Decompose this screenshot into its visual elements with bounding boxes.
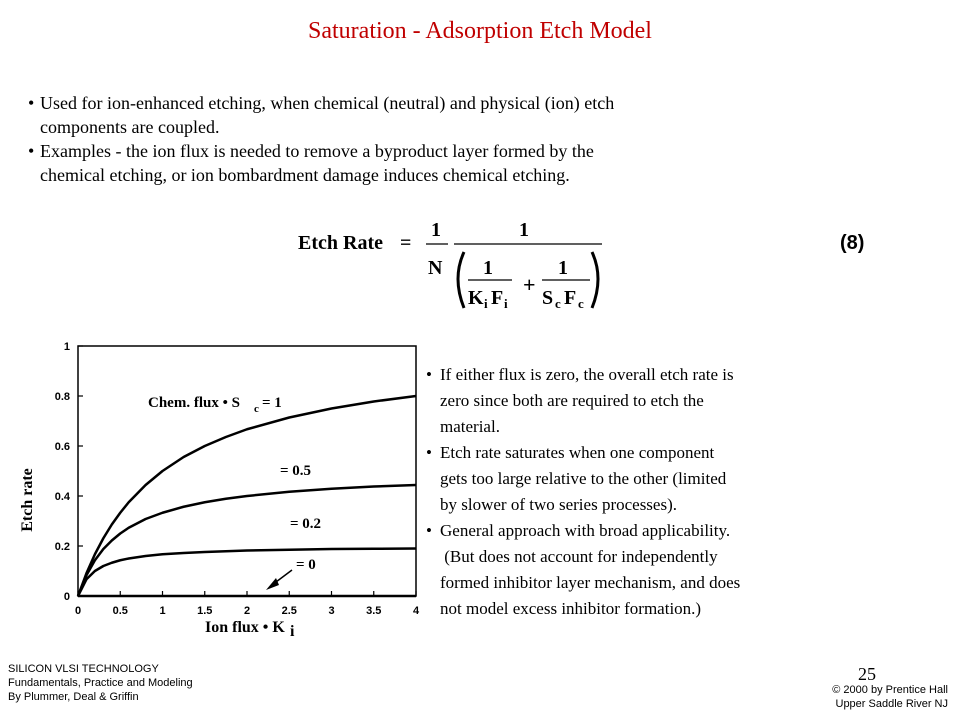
page-number: 25 [858,664,876,684]
annotation-fifth: = 0.2 [290,516,322,532]
right-bullet-3-line-1: General approach with broad applicability. [440,521,731,540]
eq-S-sub: c [555,296,561,311]
y-tick-label: 0.4 [54,491,70,503]
right-bullet-1-line-1: If either flux is zero, the overall etch rate is [440,365,734,384]
y-axis-ticks [55,341,83,603]
bullet-dot: • [28,141,35,161]
x-tick-label: 1.5 [197,605,213,617]
annotation-zero: = 0 [296,557,316,573]
bullet-dot: • [426,521,432,540]
eq-right-paren [592,252,598,308]
right-bullet-list [426,362,846,622]
equation-number: (8) [840,232,865,254]
right-bullet-1 [426,362,846,440]
y-tick-label: 0 [63,591,70,603]
x-tick-label: 3.5 [366,605,382,617]
bullet-dot: • [28,93,35,113]
y-axis-label: Etch rate [19,468,36,532]
slide-title: Saturation - Adsorption Etch Model [308,18,652,44]
eq-one-sc: 1 [558,257,568,279]
right-bullet-2-line-3: by slower of two series processes). [440,495,677,514]
eq-one-numerator-a: 1 [431,219,441,241]
bullet-dot: • [426,443,432,462]
x-tick-label: 0 [74,605,82,617]
right-bullet-2 [426,440,846,518]
top-bullet-2 [28,139,768,187]
footer-left-line-3: By Plummer, Deal & Griffin [8,691,139,703]
right-bullet-1-line-3: material. [440,417,500,436]
x-tick-label: 2.5 [281,605,297,617]
footer-left-line-2: Fundamentals, Practice and Modeling [8,677,193,689]
right-bullet-3-line-2: (But does not account for independently [440,547,718,566]
bullet-dot: • [426,365,432,384]
eq-plus: + [523,272,536,297]
right-bullet-3-line-4: not model excess inhibitor formation.) [440,599,702,618]
footer-left-line-1: SILICON VLSI TECHNOLOGY [8,663,159,675]
eq-one-ki: 1 [483,257,493,279]
x-axis-label: Ion flux • K [205,619,285,636]
annotation-chem-flux-sub: c [254,403,259,415]
curve-sc-0-2 [78,549,416,597]
x-tick-label: 3 [328,605,335,617]
annotation-half: = 0.5 [280,463,312,479]
eq-lhs: Etch Rate [298,232,383,254]
annotation-chem-flux-value: = 1 [262,395,282,411]
right-bullet-2-line-2: gets too large relative to the other (limited [440,469,727,488]
x-tick-label: 1 [159,605,166,617]
footer-right-line-2: Upper Saddle River NJ [835,698,948,710]
eq-S: S [542,287,554,309]
top-bullet-1-line-1: Used for ion-enhanced etching, when chemical (neutral) and physical (ion) etch [40,93,615,113]
eq-left-paren [458,252,464,308]
eq-F-c: F [564,287,577,309]
annotation-chem-flux: Chem. flux • S [148,395,240,411]
right-bullet-1-line-2: zero since both are required to etch the [440,391,704,410]
y-tick-label: 0.6 [54,441,70,453]
eq-N: N [428,257,443,279]
y-tick-label: 0.8 [54,391,70,403]
curves [78,396,416,596]
footer-left [8,662,193,704]
top-bullet-1 [28,91,768,139]
eq-K-sub: i [484,296,488,311]
x-tick-label: 4 [412,605,420,617]
x-axis-label-sub: i [290,623,295,640]
etch-rate-chart [0,330,430,650]
top-bullet-2-line-1: Examples - the ion flux is needed to remove a byproduct layer formed by the [40,141,594,161]
x-tick-label: 2 [243,605,251,617]
footer-right-line-1: © 2000 by Prentice Hall [832,684,948,696]
y-tick-label: 0.2 [54,541,70,553]
eq-F-i: F [491,287,504,309]
top-bullet-list [28,91,768,187]
eq-one-numerator-b: 1 [519,219,529,241]
footer-right [748,683,948,711]
etch-rate-equation [298,216,618,321]
eq-F-i-sub: i [504,296,508,311]
right-bullet-2-line-1: Etch rate saturates when one component [440,443,715,462]
right-bullet-3 [426,518,846,622]
annotation-zero-arrow-head [266,578,279,590]
eq-F-c-sub: c [578,296,584,311]
top-bullet-2-line-2: chemical etching, or ion bombardment damage induces chemical etching. [40,165,570,185]
eq-K: K [468,287,484,309]
y-tick-label: 1 [63,341,70,353]
eq-equals: = [400,232,412,254]
right-bullet-3-line-3: formed inhibitor layer mechanism, and does [440,573,741,592]
x-tick-label: 0.5 [112,605,128,617]
top-bullet-1-line-2: components are coupled. [40,117,220,137]
